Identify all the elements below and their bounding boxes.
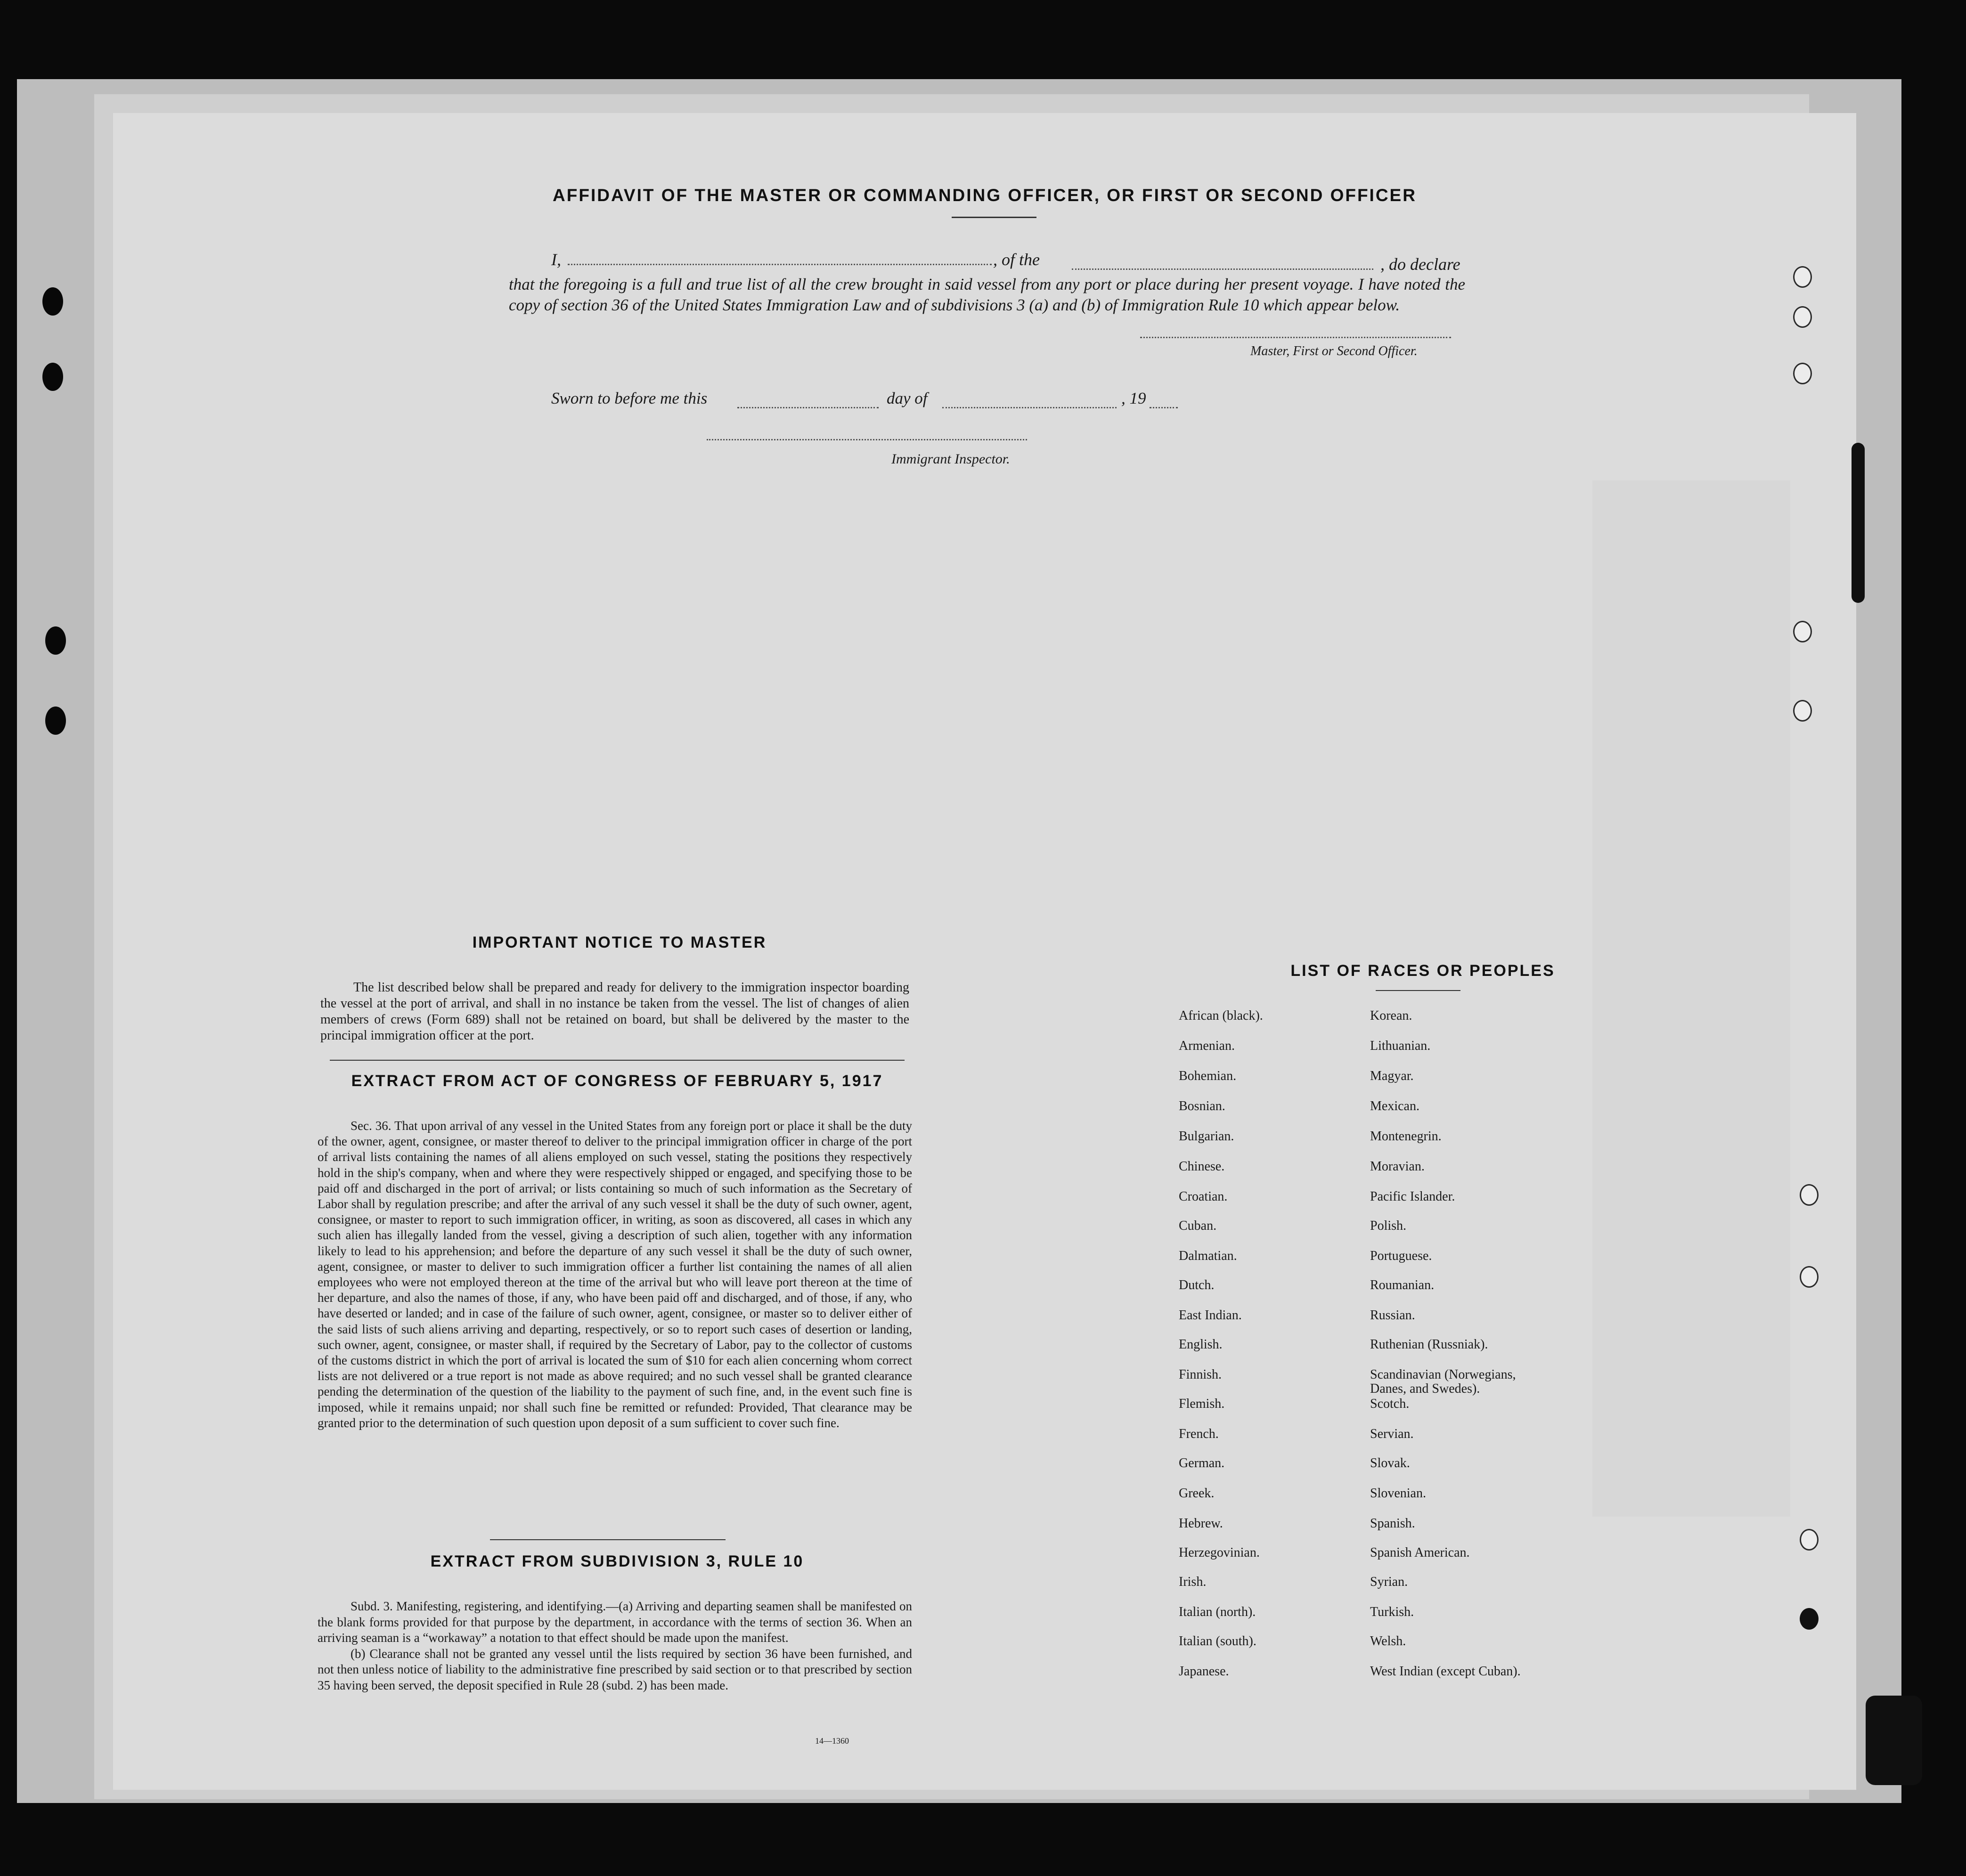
- act-body: Sec. 36. That upon arrival of any vessel in the United States from any foreign port or place it shall be the duty of the owner, agent, consignee, or master thereof to deliver to the principal immigration officer in charge of the port of arrival lists containing the names of all aliens employed on such vessel, stating the positions they respectively hold in the ship's company, when and where they were respectively shipped or engaged, and specifying those to be paid off and discharged in the port of arrival; or lists containing so much of such information as the Secretary of Labor shall by regulation prescribe; and after the arrival of any such vessel it shall be the duty of such owner, agent, consignee, or master to report to such immigration officer, in writing, as soon as discovered, all cases in which any such alien has illegally landed from the vessel, giving a description of such alien, together with any information likely to lead to his apprehension; and before the departure of any such vessel it shall be the duty of such owner, agent, consignee, or master to deliver to such immigration officer a further list containing the names of all alien employees who were not employed thereon at the time of the arrival but who will leave port thereon at the time of her departure, and also the names of those, if any, who have been paid off and discharged, and of those, if any, who have deserted or landed; and in case of the failure of such owner, agent, consignee, or master so to deliver either of the said lists of such aliens arriving and departing, respectively, or so to report such cases of desertion or landing, such owner, agent, consignee, or master shall, if required by the Secretary of Labor, pay to the collector of customs of the customs district in which the port of arrival is located the sum of $10 for each alien concerning whom correct lists are not delivered or a true report is not made as above required; and no such vessel shall be granted clearance pending the determination of the question of the liability to the payment of such fine, and, in the event such fine is imposed, while it remains unpaid; nor shall such fine be remitted or refunded: Provided, That clearance may be granted prior to the determination of such question upon deposit of a sum sufficient to cover such fine.: [318, 1119, 912, 1430]
- races-divider: [1376, 990, 1460, 991]
- race-item: Mexican.: [1370, 1099, 1419, 1113]
- race-item: Flemish.: [1179, 1397, 1225, 1411]
- binder-hole: [1793, 700, 1812, 722]
- races-title: LIST OF RACES OR PEOPLES: [1290, 962, 1555, 980]
- binder-hole: [1793, 363, 1812, 384]
- race-item: Bohemian.: [1179, 1069, 1237, 1083]
- inspector-label: Immigrant Inspector.: [891, 451, 1010, 467]
- affidavit-declare-label: , do declare: [1380, 255, 1460, 274]
- ink-mark: [1852, 443, 1865, 603]
- race-item: Hebrew.: [1179, 1516, 1223, 1531]
- race-item: Italian (south).: [1179, 1634, 1256, 1649]
- sworn-year-line: [1150, 407, 1178, 408]
- title-divider: [952, 217, 1036, 218]
- race-item: Roumanian.: [1370, 1278, 1435, 1292]
- notice-body: The list described below shall be prepared and ready for delivery to the immigration inspector boarding the vessel at the port of arrival, and shall in no instance be taken from the vessel. The list of changes of alien members of crews (Form 689) shall not be retained on board, but shall be delivered by the master to the principal immigration officer at the port.: [320, 980, 909, 1043]
- sworn-month-line: [942, 407, 1117, 408]
- race-item: Moravian.: [1370, 1159, 1425, 1174]
- race-item: Syrian.: [1370, 1575, 1408, 1589]
- section-divider: [330, 1060, 905, 1061]
- race-item: Turkish.: [1370, 1605, 1414, 1619]
- race-item: Italian (north).: [1179, 1605, 1256, 1619]
- signature-label: Master, First or Second Officer.: [1250, 344, 1418, 358]
- name-field-line: [568, 264, 992, 265]
- race-item: Scotch.: [1370, 1397, 1410, 1411]
- race-item: German.: [1179, 1456, 1225, 1470]
- act-title: EXTRACT FROM ACT OF CONGRESS OF FEBRUARY 5, 1917: [351, 1072, 883, 1090]
- sworn-day-line: [737, 407, 879, 408]
- race-item: Welsh.: [1370, 1634, 1406, 1649]
- race-item: Lithuanian.: [1370, 1039, 1431, 1053]
- affidavit-name-label: I,: [551, 250, 561, 269]
- race-item: Finnish.: [1179, 1367, 1222, 1382]
- affidavit-title: AFFIDAVIT OF THE MASTER OR COMMANDING OFFICER, OR FIRST OR SECOND OFFICER: [553, 186, 1417, 205]
- ink-mark: [1866, 1696, 1922, 1785]
- rule10-paragraph-a: Subd. 3. Manifesting, registering, and identifying.—(a) Arriving and departing seamen shall be manifested on the blank forms provided for that purpose by the department, in accordance with the terms of section 36. When an arriving seaman is a “workaway” a notation to that effect should be made upon the manifest.: [318, 1599, 912, 1645]
- binder-hole: [1793, 306, 1812, 328]
- notice-title: IMPORTANT NOTICE TO MASTER: [472, 934, 767, 951]
- race-item: West Indian (except Cuban).: [1370, 1664, 1521, 1679]
- race-item: Slovenian.: [1370, 1486, 1426, 1501]
- race-item: Cuban.: [1179, 1218, 1217, 1233]
- race-item: East Indian.: [1179, 1308, 1242, 1323]
- race-item: Croatian.: [1179, 1189, 1228, 1204]
- race-item: Portuguese.: [1370, 1249, 1432, 1263]
- race-item: African (black).: [1179, 1008, 1263, 1023]
- race-item: Korean.: [1370, 1008, 1412, 1023]
- race-item: Ruthenian (Russniak).: [1370, 1337, 1488, 1352]
- binder-hole: [1800, 1529, 1819, 1551]
- race-item: Bosnian.: [1179, 1099, 1225, 1113]
- inspector-signature-line: [707, 439, 1027, 440]
- affidavit-vessel-label: , of the: [993, 250, 1040, 269]
- binder-hole: [1800, 1266, 1819, 1288]
- race-item: Servian.: [1370, 1427, 1414, 1441]
- binder-hole: [1793, 621, 1812, 642]
- race-item: Irish.: [1179, 1575, 1207, 1589]
- race-item: Spanish.: [1370, 1516, 1415, 1531]
- race-item: Polish.: [1370, 1218, 1407, 1233]
- race-item: Bulgarian.: [1179, 1129, 1234, 1144]
- race-item: Greek.: [1179, 1486, 1215, 1501]
- race-item: Dutch.: [1179, 1278, 1215, 1292]
- binder-hole: [1800, 1184, 1819, 1206]
- race-item: Montenegrin.: [1370, 1129, 1442, 1144]
- race-item: Pacific Islander.: [1370, 1189, 1455, 1204]
- race-item: Chinese.: [1179, 1159, 1225, 1174]
- race-item: French.: [1179, 1427, 1219, 1441]
- section-divider: [490, 1539, 726, 1540]
- binder-hole: [1800, 1608, 1819, 1630]
- sworn-month-label: day of: [887, 389, 928, 407]
- race-item: Slovak.: [1370, 1456, 1410, 1470]
- signature-line: [1140, 337, 1451, 338]
- race-item: Japanese.: [1179, 1664, 1229, 1679]
- bleed-through-text: [1592, 480, 1790, 1517]
- binder-hole: [42, 287, 63, 316]
- binder-hole: [42, 363, 63, 391]
- affidavit-body: that the foregoing is a full and true list of all the crew brought in said vessel from any port or place during her present voyage. I have noted the copy of section 36 of the United States Immigration Law and of subdivisions 3 (a) and (b) of Immigration Rule 10 which appear below.: [509, 275, 1465, 314]
- binder-hole: [45, 707, 66, 735]
- binder-hole: [45, 626, 66, 655]
- rule10-paragraph-b: (b) Clearance shall not be granted any vessel until the lists required by section 36 have been furnished, and not then unless notice of liability to the administrative fine prescribed by said section or to that prescribed by section 35 having been served, the deposit specified in Rule 28 (subd. 2) has been made.: [318, 1646, 912, 1692]
- race-item: Russian.: [1370, 1308, 1415, 1323]
- race-item: Herzegovinian.: [1179, 1545, 1260, 1560]
- race-item: Scandinavian (Norwegians, Danes, and Swedes).: [1370, 1367, 1516, 1396]
- sworn-year-label: , 19: [1121, 389, 1146, 407]
- race-item: Magyar.: [1370, 1069, 1414, 1083]
- race-item: English.: [1179, 1337, 1223, 1352]
- vessel-field-line: [1072, 268, 1373, 270]
- rule10-body: [318, 1599, 912, 1693]
- form-number: 14—1360: [815, 1736, 849, 1746]
- rule10-title: EXTRACT FROM SUBDIVISION 3, RULE 10: [430, 1552, 804, 1570]
- sworn-label: Sworn to before me this: [551, 389, 708, 407]
- race-item: Dalmatian.: [1179, 1249, 1237, 1263]
- race-item: Armenian.: [1179, 1039, 1235, 1053]
- binder-hole: [1793, 266, 1812, 288]
- race-item: Spanish American.: [1370, 1545, 1470, 1560]
